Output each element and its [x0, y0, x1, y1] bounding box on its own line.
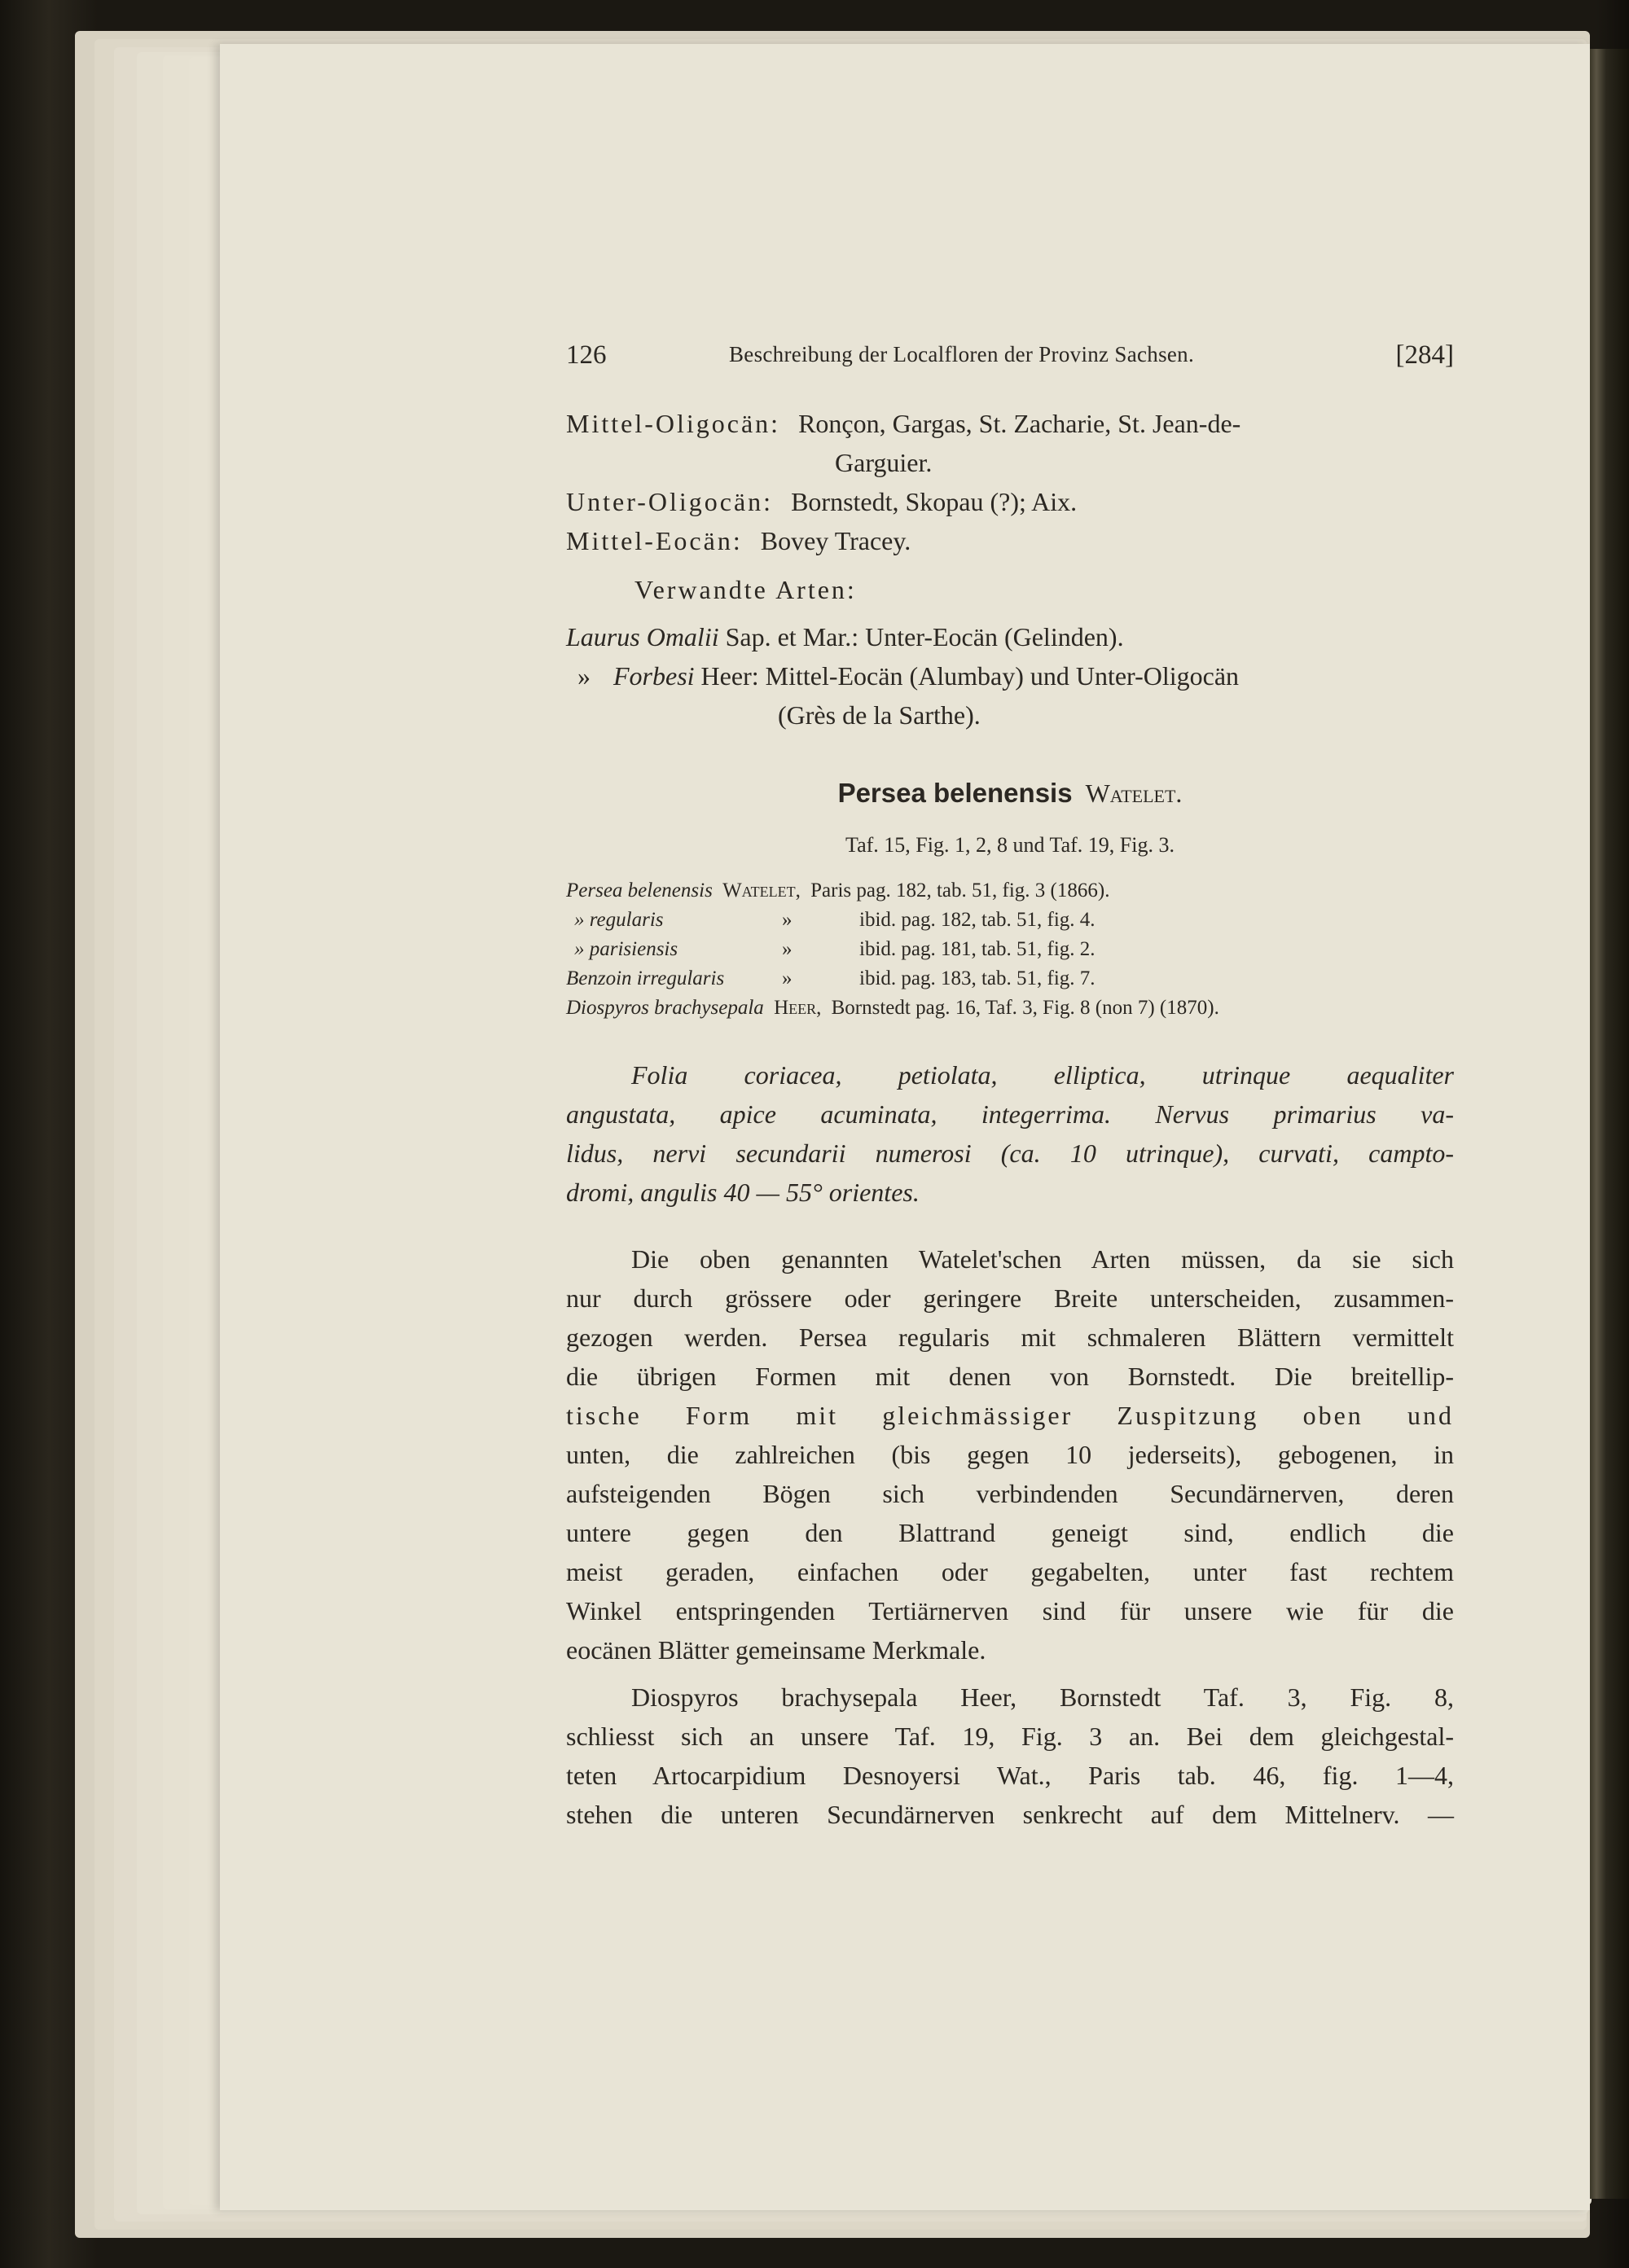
occurrence-line: Unter-Oligocän: Bornstedt, Skopau (?); Aix.	[566, 487, 1078, 516]
diagnosis-line: Folia coriacea, petiolata, elliptica, utrinque aequaliter	[631, 1060, 1454, 1090]
paragraph-line: teten Artocarpidium Desnoyersi Wat., Paris tab. 46, fig. 1—4,	[566, 1761, 1454, 1790]
related-continuation: (Grès de la Sarthe).	[778, 700, 981, 730]
related-item: » Forbesi Heer: Mittel-Eocän (Alumbay) und Unter-Oligocän	[577, 661, 1240, 691]
related-heading: Verwandte Arten:	[634, 575, 857, 604]
diagnosis-line: dromi, angulis 40 — 55° orientes.	[566, 1178, 920, 1207]
page-header	[566, 340, 1454, 379]
species-heading: Persea belenensis Watelet.	[837, 778, 1183, 808]
synonym-row: Diospyros brachysepala Heer, Bornstedt pag. 16, Taf. 3, Fig. 8 (non 7) (1870).	[566, 997, 1219, 1019]
paragraph-line: meist geraden, einfachen oder gegabelten, unter fast rechtem	[566, 1557, 1454, 1586]
paragraph-line: unten, die zahlreichen (bis gegen 10 jederseits), gebogenen, in	[566, 1440, 1454, 1469]
paragraph-line: Die oben genannten Watelet'schen Arten müssen, da sie sich	[631, 1244, 1454, 1274]
paragraph-line: aufsteigenden Bögen sich verbindenden Secundärnerven, deren	[566, 1479, 1454, 1508]
paragraph-line: die übrigen Formen mit denen von Bornstedt. Die breitellip-	[566, 1362, 1454, 1391]
plate-reference: Taf. 15, Fig. 1, 2, 8 und Taf. 19, Fig. 3.	[845, 833, 1175, 857]
paragraph-line: Winkel entspringenden Tertiärnerven sind für unsere wie für die	[566, 1596, 1454, 1625]
paragraph-line: schliesst sich an unsere Taf. 19, Fig. 3 an. Bei dem gleichgestal-	[566, 1722, 1454, 1751]
paragraph-line: untere gegen den Blattrand geneigt sind, endlich die	[566, 1518, 1454, 1547]
diagnosis-line: angustata, apice acuminata, integerrima. Nervus primarius va-	[566, 1099, 1454, 1129]
occurrence-line: Mittel-Oligocän: Ronçon, Gargas, St. Zacharie, St. Jean-de-	[566, 409, 1241, 438]
page-number: 126	[566, 340, 607, 370]
related-item: Laurus Omalii Sap. et Mar.: Unter-Eocän (Gelinden).	[566, 622, 1124, 651]
occurrence-continuation: Garguier.	[835, 448, 933, 477]
paragraph-line: gezogen werden. Persea regularis mit schmaleren Blättern vermittelt	[566, 1323, 1454, 1352]
paragraph-line: stehen die unteren Secundärnerven senkrecht auf dem Mittelnerv. —	[566, 1800, 1454, 1829]
running-title: Beschreibung der Localfloren der Provinz Sachsen.	[729, 342, 1195, 366]
facing-page-edge	[1590, 49, 1629, 2199]
paragraph-line: eocänen Blätter gemeinsame Merkmale.	[566, 1635, 986, 1665]
paragraph-line: Diospyros brachysepala Heer, Bornstedt Taf. 3, Fig. 8,	[631, 1682, 1454, 1712]
occurrence-line: Mittel-Eocän: Bovey Tracey.	[566, 526, 911, 555]
synonym-row: Persea belenensis Watelet, Paris pag. 182, tab. 51, fig. 3 (1866).	[566, 880, 1110, 901]
paragraph-line: nur durch grössere oder geringere Breite unterscheiden, zusammen-	[566, 1283, 1454, 1313]
diagnosis-line: lidus, nervi secundarii numerosi (ca. 10 utrinque), curvati, campto-	[566, 1138, 1454, 1168]
paragraph-line: tische Form mit gleichmässiger Zuspitzung oben und	[566, 1401, 1454, 1430]
original-page-number: [284]	[1395, 340, 1454, 370]
